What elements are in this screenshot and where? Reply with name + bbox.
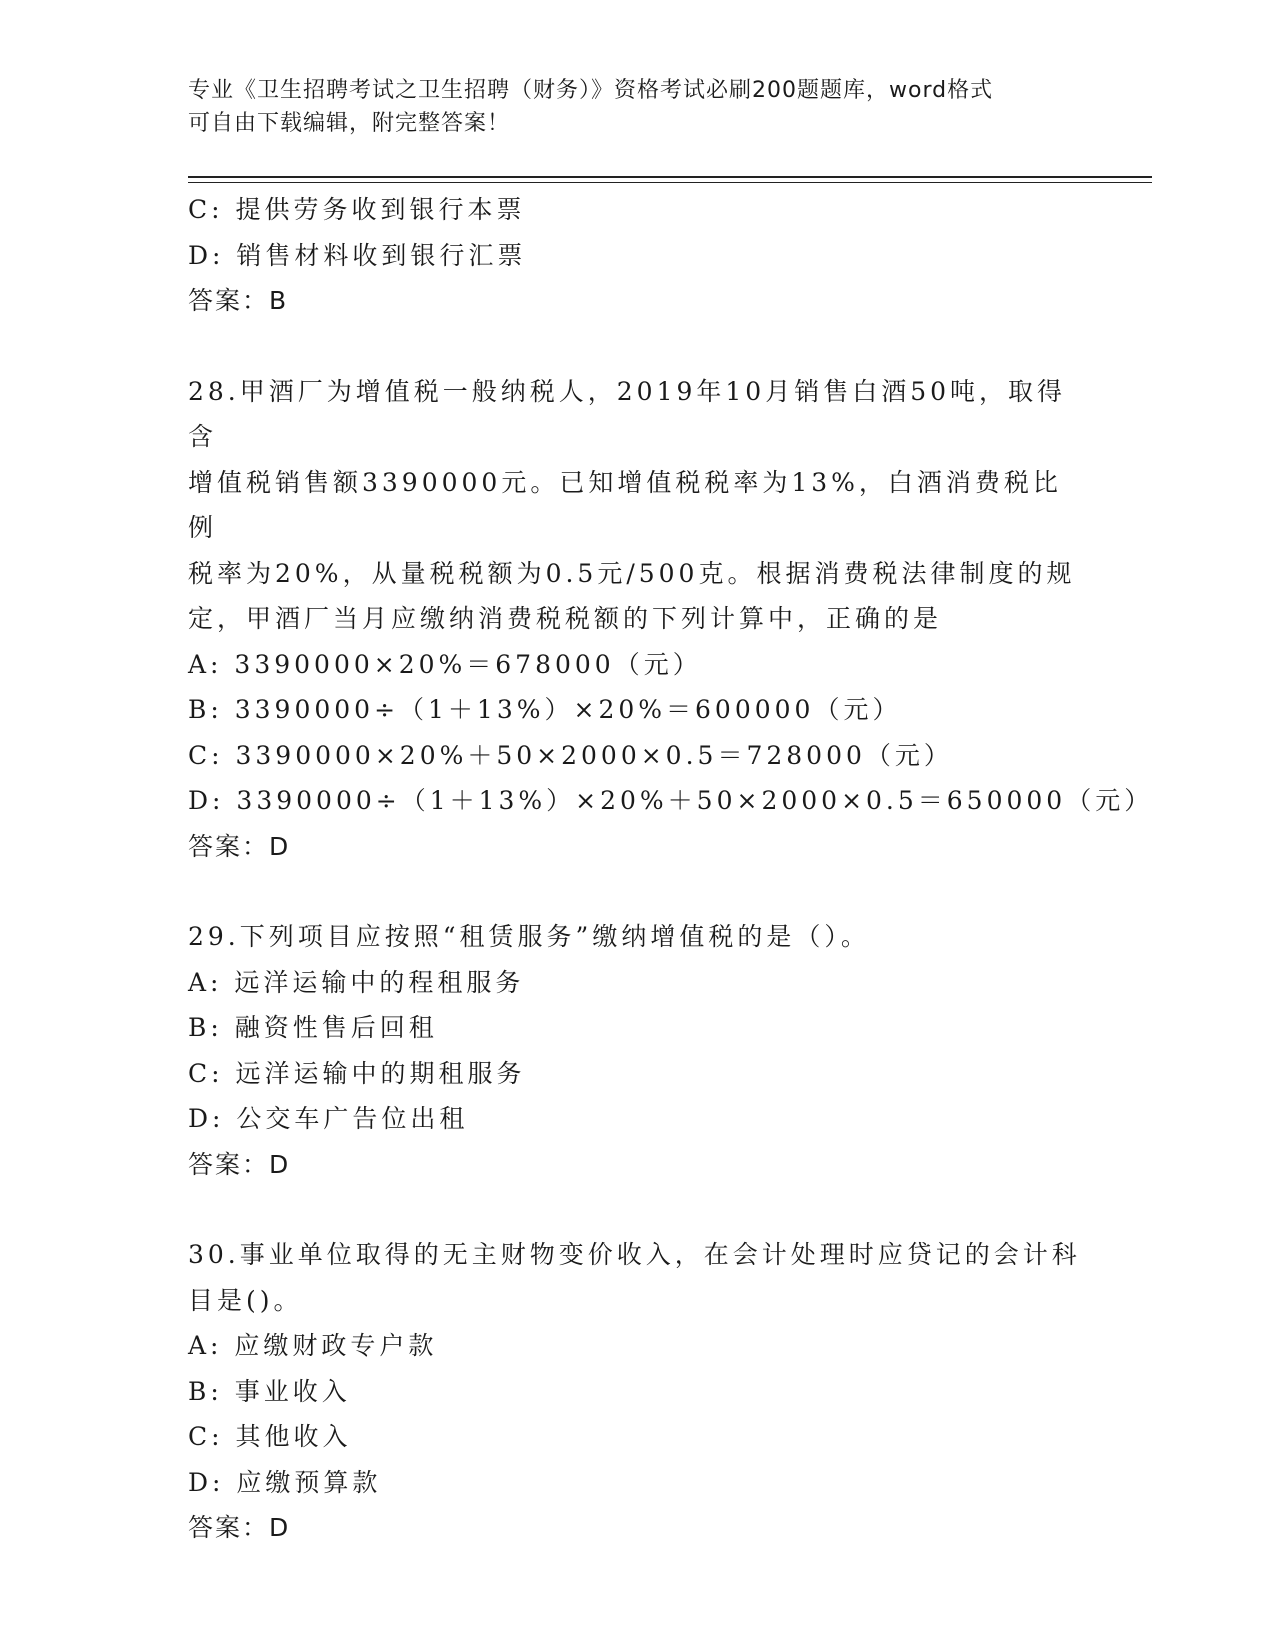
- header-divider-thick: [188, 176, 1152, 178]
- question-text-line: 28.甲酒厂为增值税一般纳税人，2019年10月销售白酒50吨，取得含: [188, 376, 1067, 451]
- spacer: [188, 869, 1088, 914]
- question-text-line: 29.下列项目应按照“租赁服务”缴纳增值税的是（）。: [188, 922, 870, 951]
- header-divider-thin: [188, 182, 1152, 183]
- header-line-2: 可自由下载编辑，附完整答案！: [188, 111, 511, 136]
- answer: 答案：B: [188, 286, 289, 315]
- option-d: D: 销售材料收到银行汇票: [188, 240, 527, 270]
- spacer: [188, 324, 1088, 369]
- question-text-line: 定，甲酒厂当月应缴纳消费税税额的下列计算中，正确的是: [188, 604, 943, 633]
- option-a: A: 应缴财政专户款: [188, 1331, 438, 1360]
- option-c: C: 远洋运输中的期租服务: [188, 1058, 526, 1088]
- option-c: C: 提供劳务收到银行本票: [188, 195, 526, 224]
- option-c: C: 其他收入: [188, 1422, 352, 1451]
- spacer: [188, 1187, 1088, 1232]
- option-a: A: 3390000×20%＝678000（元）: [188, 649, 702, 679]
- question-30: [188, 1232, 1088, 1551]
- option-d: D: 公交车广告位出租: [188, 1104, 469, 1133]
- question-text-line: 目是()。: [188, 1285, 303, 1315]
- answer: 答案：D: [188, 1149, 291, 1179]
- document-header: [188, 74, 1088, 140]
- option-b: B: 事业收入: [188, 1376, 351, 1406]
- question-text-line: 30.事业单位取得的无主财物变价收入，在会计处理时应贷记的会计科: [188, 1240, 1081, 1269]
- option-b: B: 融资性售后回租: [188, 1013, 438, 1042]
- question-content: [188, 187, 1154, 1551]
- option-d: D: 应缴预算款: [188, 1467, 382, 1497]
- question-28: [188, 369, 1154, 870]
- option-d: D: 3390000÷（1＋13%）×20%＋50×2000×0.5＝650000（元）: [188, 786, 1154, 815]
- header-line-1: 专业《卫生招聘考试之卫生招聘（财务）》资格考试必刷200题题库，word格式: [188, 78, 994, 103]
- option-a: A: 远洋运输中的程租服务: [188, 967, 525, 997]
- option-c: C: 3390000×20%＋50×2000×0.5＝728000（元）: [188, 740, 953, 770]
- previous-question-tail: [188, 187, 1088, 324]
- answer: 答案：D: [188, 831, 291, 861]
- question-text-line: 税率为20%，从量税税额为0.5元/500克。根据消费税法律制度的规: [188, 558, 1076, 588]
- question-text-line: 增值税销售额3390000元。已知增值税税率为13%，白酒消费税比例: [188, 467, 1062, 542]
- option-b: B: 3390000÷（1＋13%）×20%＝600000（元）: [188, 695, 902, 724]
- question-29: [188, 914, 1088, 1187]
- answer: 答案：D: [188, 1513, 291, 1542]
